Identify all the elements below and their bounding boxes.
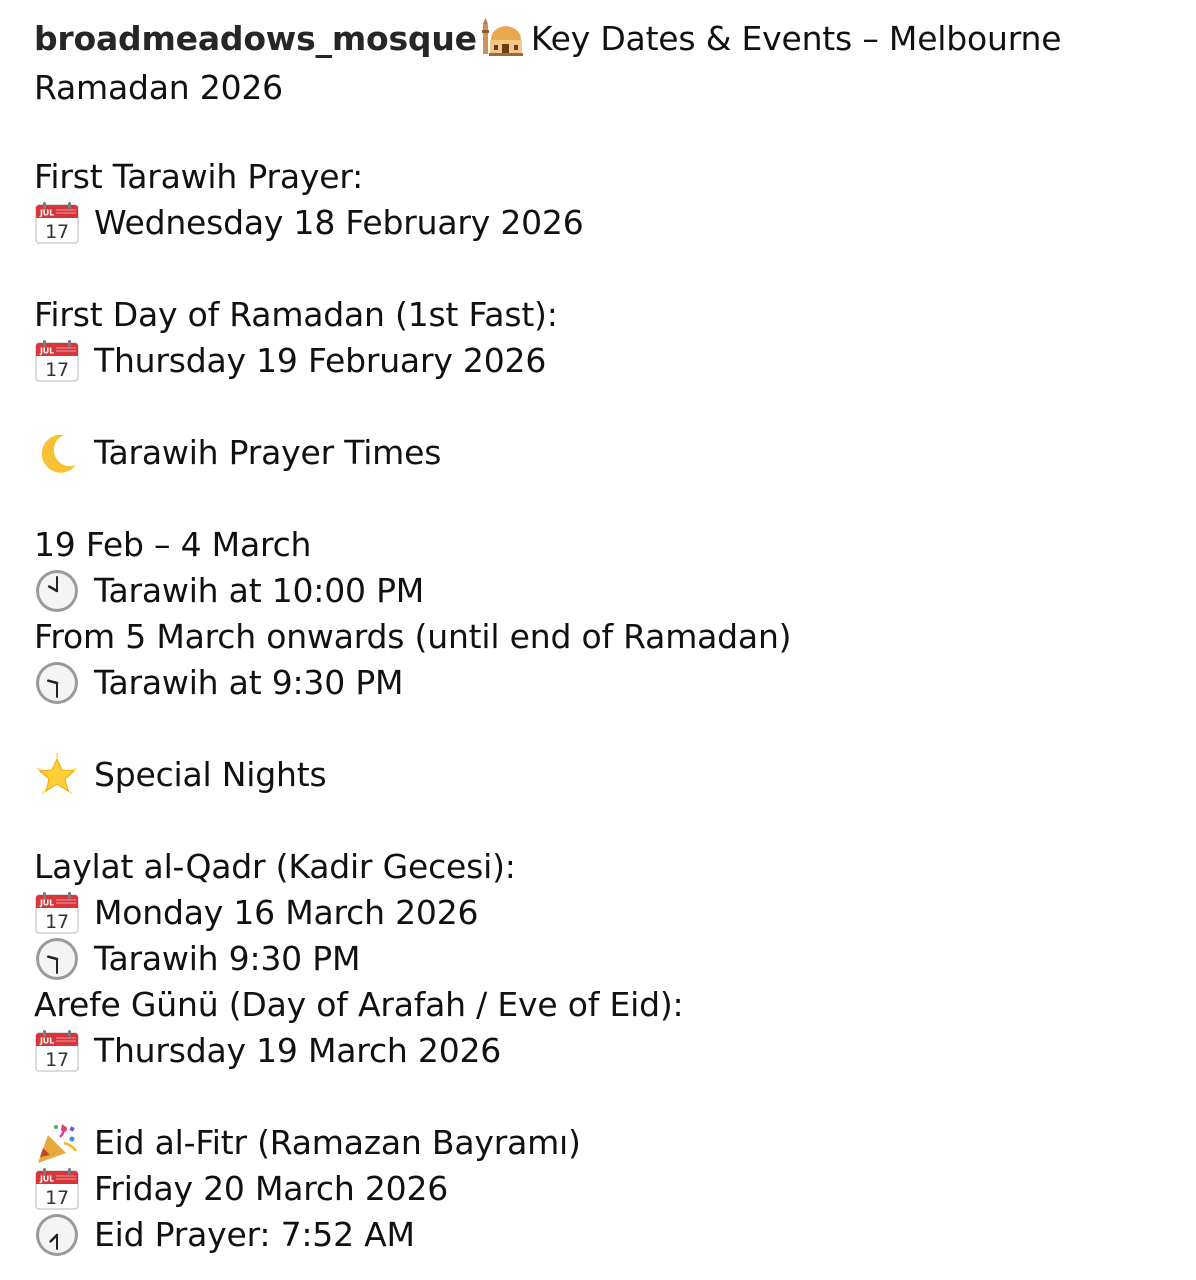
svg-text:17: 17 bbox=[45, 911, 69, 933]
glowing-star-icon bbox=[34, 752, 82, 798]
caption-line bbox=[34, 154, 1162, 200]
svg-text:17: 17 bbox=[45, 1049, 69, 1071]
caption-line bbox=[34, 614, 1162, 660]
caption-line bbox=[34, 292, 1162, 338]
svg-text:17: 17 bbox=[45, 221, 69, 243]
clock-nine-thirty-icon bbox=[34, 936, 82, 982]
caption-line-text: First Day of Ramadan (1st Fast): bbox=[34, 295, 558, 334]
spacer bbox=[34, 384, 1162, 430]
caption-line bbox=[34, 1028, 1162, 1074]
svg-text:17: 17 bbox=[45, 359, 69, 381]
caption-header bbox=[34, 18, 1162, 108]
svg-text:JUL: JUL bbox=[40, 1174, 54, 1184]
caption-line bbox=[34, 844, 1162, 890]
caption-line-text: Tarawih at 10:00 PM bbox=[94, 571, 425, 610]
caption-line-text: 19 Feb – 4 March bbox=[34, 525, 312, 564]
crescent-moon-icon bbox=[34, 430, 82, 476]
clock-ten-icon bbox=[34, 568, 82, 614]
caption-line bbox=[34, 430, 1162, 476]
caption-line-text: Tarawih 9:30 PM bbox=[94, 939, 361, 978]
spacer bbox=[34, 798, 1162, 844]
caption-line-text: Tarawih Prayer Times bbox=[94, 433, 442, 472]
spacer bbox=[34, 476, 1162, 522]
svg-text:JUL: JUL bbox=[40, 208, 54, 218]
caption-line-text: Monday 16 March 2026 bbox=[94, 893, 479, 932]
caption-title: Key Dates & Events – Melbourne Ramadan 2026 bbox=[34, 19, 1062, 107]
caption-line bbox=[34, 660, 1162, 706]
caption-body bbox=[34, 154, 1162, 1258]
caption-line bbox=[34, 752, 1162, 798]
caption-line bbox=[34, 982, 1162, 1028]
party-popper-icon bbox=[34, 1120, 82, 1166]
caption-line bbox=[34, 1166, 1162, 1212]
calendar-icon bbox=[34, 338, 82, 384]
caption-line bbox=[34, 522, 1162, 568]
caption-line bbox=[34, 890, 1162, 936]
caption-line-text: From 5 March onwards (until end of Ramadan) bbox=[34, 617, 792, 656]
calendar-icon bbox=[34, 200, 82, 246]
svg-text:17: 17 bbox=[45, 1187, 69, 1209]
caption-line-text: First Tarawih Prayer: bbox=[34, 157, 364, 196]
spacer bbox=[34, 1074, 1162, 1120]
svg-text:JUL: JUL bbox=[40, 1036, 54, 1046]
calendar-icon bbox=[34, 1166, 82, 1212]
caption-line bbox=[34, 338, 1162, 384]
calendar-icon bbox=[34, 1028, 82, 1074]
svg-text:JUL: JUL bbox=[40, 346, 54, 356]
mosque-icon bbox=[481, 18, 525, 67]
caption-line-text: Arefe Günü (Day of Arafah / Eve of Eid): bbox=[34, 985, 684, 1024]
caption-line bbox=[34, 1212, 1162, 1258]
spacer bbox=[34, 706, 1162, 752]
clock-seven-thirty-icon bbox=[34, 1212, 82, 1258]
caption-line bbox=[34, 936, 1162, 982]
caption-line-text: Wednesday 18 February 2026 bbox=[94, 203, 584, 242]
caption-line-text: Tarawih at 9:30 PM bbox=[94, 663, 404, 702]
caption-line-text: Eid Prayer: 7:52 AM bbox=[94, 1215, 415, 1254]
caption-line-text: Eid al-Fitr (Ramazan Bayramı) bbox=[94, 1123, 581, 1162]
caption-line-text: Thursday 19 February 2026 bbox=[94, 341, 547, 380]
username-link[interactable]: broadmeadows_mosque bbox=[34, 19, 477, 58]
svg-text:JUL: JUL bbox=[40, 898, 54, 908]
calendar-icon bbox=[34, 890, 82, 936]
caption-line bbox=[34, 568, 1162, 614]
caption-line bbox=[34, 200, 1162, 246]
caption-line-text: Thursday 19 March 2026 bbox=[94, 1031, 502, 1070]
caption-line-text: Laylat al-Qadr (Kadir Gecesi): bbox=[34, 847, 516, 886]
spacer bbox=[34, 246, 1162, 292]
caption-line bbox=[34, 1120, 1162, 1166]
caption-line-text: Special Nights bbox=[94, 755, 327, 794]
caption-line-text: Friday 20 March 2026 bbox=[94, 1169, 449, 1208]
clock-nine-thirty-icon bbox=[34, 660, 82, 706]
